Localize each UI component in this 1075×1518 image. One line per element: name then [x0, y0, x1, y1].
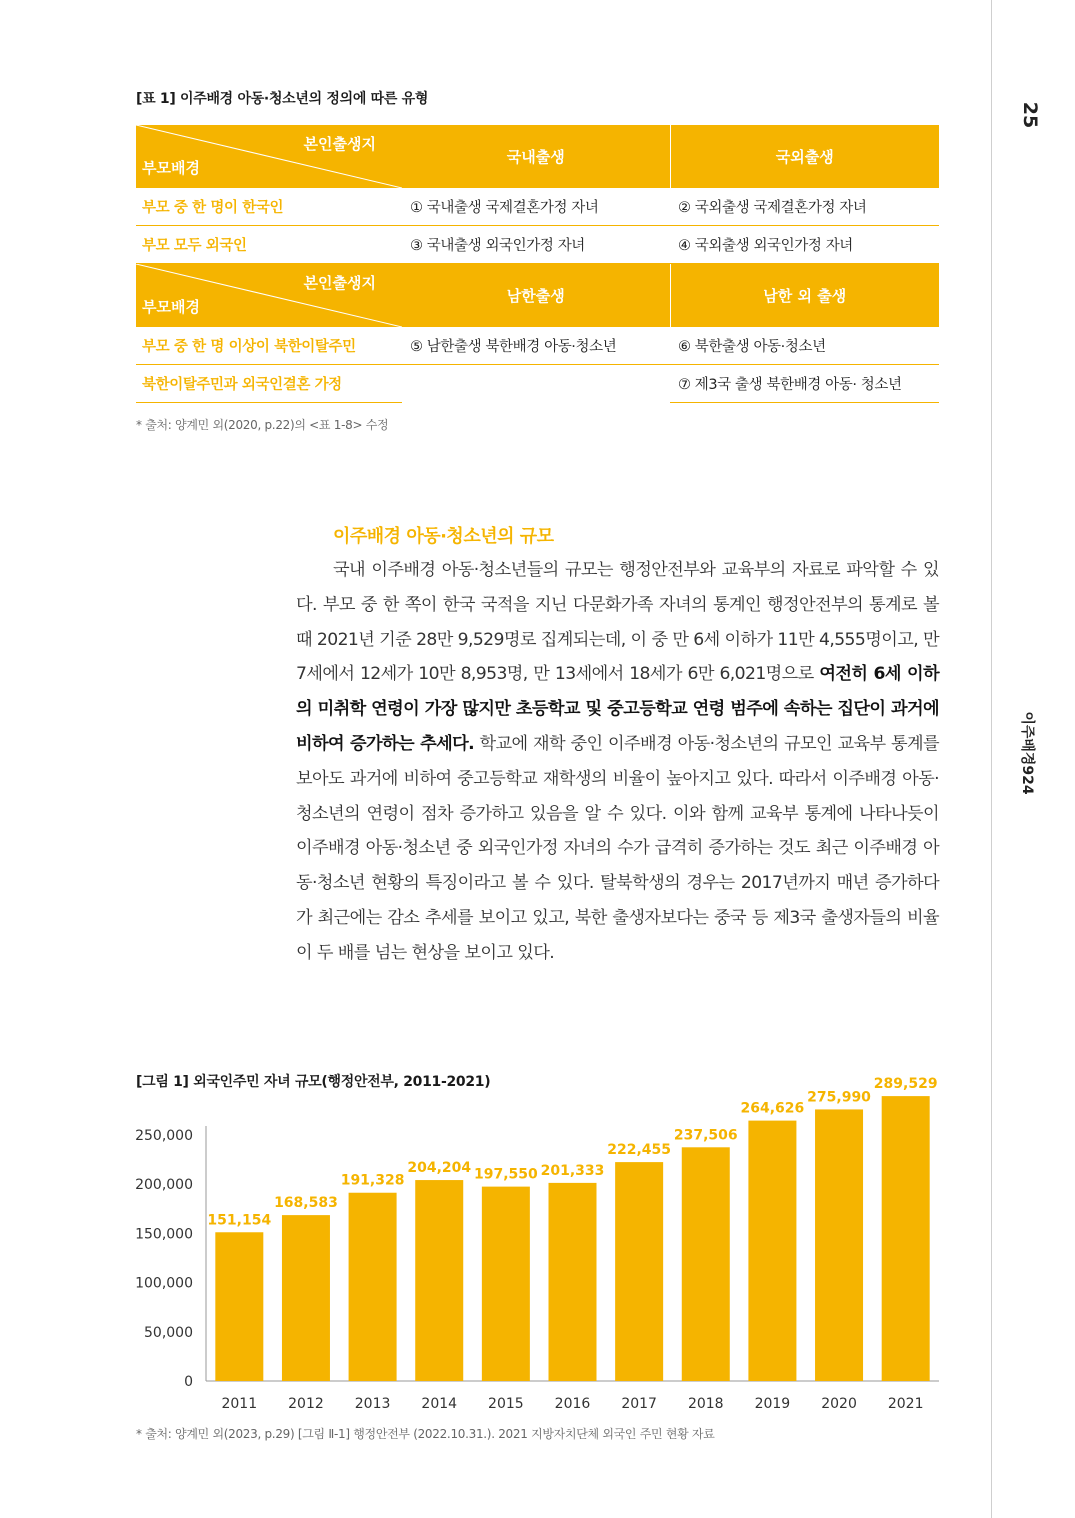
bar-value-label: 151,154 — [207, 1212, 272, 1229]
bar-value-label: 204,204 — [407, 1160, 472, 1177]
bar-value-label: 201,333 — [540, 1162, 605, 1179]
y-tick-label: 250,000 — [135, 1128, 193, 1144]
column-header: 국내출생 — [402, 125, 670, 188]
x-tick-label: 2018 — [687, 1396, 724, 1412]
section-heading: 이주배경 아동·청소년의 규모 — [333, 526, 554, 547]
bar — [748, 1121, 796, 1381]
x-tick-label: 2017 — [621, 1396, 657, 1412]
figure-caption: [그림 1] 외국인주민 자녀 규모(행정안전부, 2011-2021) — [136, 1074, 491, 1090]
x-tick-label: 2015 — [488, 1396, 524, 1412]
table-cell: ⑤ 남한출생 북한배경 아동·청소년 — [402, 327, 670, 365]
table-cell: ② 국외출생 국제결혼가정 자녀 — [670, 188, 939, 226]
row-label: 부모 중 한 명이 한국인 — [136, 188, 402, 226]
row-label: 부모 모두 외국인 — [136, 226, 402, 264]
bar — [282, 1215, 330, 1381]
bar-value-label: 197,550 — [473, 1166, 538, 1183]
x-tick-label: 2014 — [421, 1396, 458, 1412]
bar — [882, 1096, 930, 1381]
bar — [415, 1180, 463, 1381]
birthplace-label: 본인출생지 — [303, 274, 376, 292]
bar — [815, 1109, 863, 1381]
page-number: 25 — [1019, 101, 1041, 129]
row-label: 북한이탈주민과 외국인결혼 가정 — [136, 365, 402, 403]
table-cell: ① 국내출생 국제결혼가정 자녀 — [402, 188, 670, 226]
bar-value-label: 275,990 — [807, 1089, 871, 1106]
column-header: 남한 외 출생 — [670, 264, 939, 328]
x-tick-label: 2021 — [887, 1396, 924, 1412]
x-tick-label: 2020 — [821, 1396, 857, 1412]
table-caption: [표 1] 이주배경 아동·청소년의 정의에 따른 유형 — [136, 91, 429, 107]
birthplace-label: 본인출생지 — [303, 135, 376, 153]
paragraph-text: 학교에 재학 중인 이주배경 아동·청소년의 규모인 교육부 통계를 보아도 과거에 비하여 중고등학교 재학생의 비율이 높아지고 있다. 따라서 이주배경 아동·청소년의 연령이 점차 증가하고 있음을 알 수 있다. 이와 함께 교육부 통계에 나타나듯이 이주배경 아동·청소년 중 외국인가정 자녀의 수가 급격히 증가하는 것도 최근 이주배경 아동·청소년 현황의 특징이라고 볼 수 있다. 탈북학생의 경우는 2017년까지 매년 증가하다가 최근에는 감소 추세를 보이고 있고, 북한 출생자보다는 중국 등 제3국 출생자들의 비율이 두 배를 넘는 현상을 보이고 있다. — [296, 733, 939, 963]
bar-value-label: 168,583 — [274, 1195, 338, 1212]
bar-value-label: 222,455 — [607, 1142, 672, 1159]
emphasis-text: 여전히 6세 이하의 미취학 연령이 가장 많지만 초등학교 및 중고등학교 연령 범주에 속하는 집단이 과거에 비하여 증가하는 추세다. — [296, 664, 939, 754]
y-tick-label: 200,000 — [135, 1177, 193, 1194]
x-tick-label: 2019 — [754, 1396, 791, 1412]
y-tick-label: 0 — [184, 1374, 193, 1390]
bar — [482, 1187, 530, 1381]
table-cell: ⑥ 북한출생 아동·청소년 — [670, 327, 939, 365]
bar-value-label: 264,626 — [740, 1100, 805, 1117]
x-tick-label: 2016 — [554, 1396, 591, 1412]
bar-value-label: 237,506 — [673, 1127, 738, 1144]
table-cell: ④ 국외출생 외국인가정 자녀 — [670, 226, 939, 264]
x-tick-label: 2012 — [288, 1396, 324, 1412]
x-tick-label: 2011 — [221, 1396, 258, 1412]
table-cell: ⑦ 제3국 출생 북한배경 아동· 청소년 — [670, 365, 939, 403]
row-label: 부모 중 한 명 이상이 북한이탈주민 — [136, 327, 402, 365]
table-cell: ③ 국내출생 외국인가정 자녀 — [402, 226, 670, 264]
x-tick-label: 2013 — [354, 1396, 391, 1412]
y-tick-label: 100,000 — [135, 1275, 193, 1292]
bar-value-label: 289,529 — [873, 1076, 938, 1093]
bar — [349, 1193, 397, 1381]
paragraph-text: 국내 이주배경 아동·청소년들의 규모는 행정안전부와 교육부의 자료로 파악할 수 있다. 부모 중 한 쪽이 한국 국적을 지닌 다문화가족 자녀의 통계인 행정안전부의 통계로 볼 때 2021년 기준 28만 9,529명로 집계되는데, 이 중 만 6세 이하가 11만 4,555명이고, 만 7세에서 12세가 10만 8,953명, 만 13세에서 18세가 6만 6,021명으로 — [296, 560, 939, 685]
y-tick-label: 50,000 — [144, 1324, 193, 1341]
bar — [215, 1232, 263, 1381]
table-source: * 출처: 양계민 외(2020, p.22)의 <표 1-8> 수정 — [136, 418, 389, 432]
figure-source: * 출처: 양계민 외(2023, p.29) [그림 Ⅱ-1] 행정안전부 (2022.10.31.). 2021 지방자치단체 외국인 주민 현황 자료 — [136, 1427, 715, 1441]
bar — [615, 1162, 663, 1381]
column-header: 남한출생 — [402, 264, 670, 328]
y-tick-label: 150,000 — [135, 1226, 193, 1243]
parent-background-label: 부모배경 — [142, 298, 200, 316]
side-title: 이주배경924 — [1019, 711, 1035, 795]
column-header: 국외출생 — [670, 125, 939, 188]
bar-value-label: 191,328 — [340, 1172, 405, 1189]
bar — [549, 1183, 597, 1381]
parent-background-label: 부모배경 — [142, 159, 200, 177]
bar — [682, 1147, 730, 1381]
